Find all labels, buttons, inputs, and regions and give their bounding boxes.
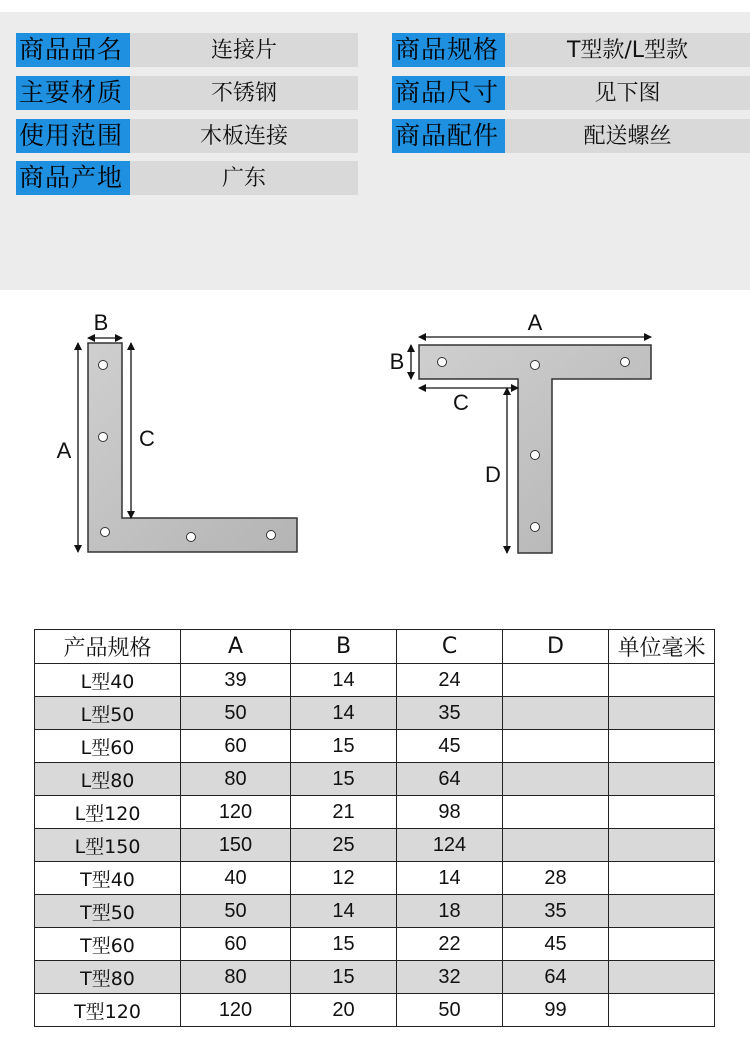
column-header: 产品规格 [35, 630, 181, 664]
screw-hole [101, 528, 110, 537]
cell-d [503, 763, 609, 796]
table-header-row [35, 630, 715, 664]
spec-value: 配送螺丝 [505, 119, 750, 153]
cell-unit [609, 664, 715, 697]
dimension-diagram [0, 300, 750, 590]
cell-c: 14 [397, 862, 503, 895]
spec-label: 商品规格 [392, 33, 505, 67]
cell-b: 15 [291, 928, 397, 961]
t-label-a: A [527, 310, 543, 335]
cell-model: L型80 [35, 763, 181, 796]
cell-a: 39 [181, 664, 291, 697]
table-row [35, 961, 715, 994]
cell-unit [609, 961, 715, 994]
table-row [35, 994, 715, 1027]
spec-label: 主要材质 [16, 76, 130, 110]
spec-value: 不锈钢 [130, 76, 358, 110]
cell-c: 32 [397, 961, 503, 994]
cell-c: 24 [397, 664, 503, 697]
spec-label: 商品品名 [16, 33, 130, 67]
screw-hole [621, 358, 630, 367]
screw-hole [531, 361, 540, 370]
cell-b: 14 [291, 697, 397, 730]
screw-hole [438, 358, 447, 367]
table-row [35, 730, 715, 763]
table-row [35, 862, 715, 895]
cell-b: 12 [291, 862, 397, 895]
spec-row-usage [16, 119, 358, 153]
cell-b: 14 [291, 895, 397, 928]
cell-a: 50 [181, 697, 291, 730]
cell-model: L型120 [35, 796, 181, 829]
screw-hole [267, 531, 276, 540]
cell-d [503, 730, 609, 763]
table-row [35, 928, 715, 961]
spec-value: 广东 [130, 161, 358, 195]
cell-model: L型60 [35, 730, 181, 763]
cell-unit [609, 895, 715, 928]
cell-d [503, 829, 609, 862]
l-bracket-shape [88, 343, 297, 552]
screw-hole [187, 533, 196, 542]
cell-d [503, 697, 609, 730]
cell-a: 60 [181, 928, 291, 961]
spec-value: 连接片 [130, 33, 358, 67]
table-row [35, 796, 715, 829]
spec-row-material [16, 76, 358, 110]
table-row [35, 895, 715, 928]
cell-a: 80 [181, 763, 291, 796]
column-header: 单位毫米 [609, 630, 715, 664]
table-row [35, 664, 715, 697]
cell-d: 45 [503, 928, 609, 961]
t-bracket-shape [419, 345, 651, 553]
size-table [34, 629, 715, 1027]
l-label-c: C [139, 426, 155, 451]
cell-model: T型80 [35, 961, 181, 994]
cell-unit [609, 928, 715, 961]
cell-c: 18 [397, 895, 503, 928]
table-row [35, 829, 715, 862]
cell-a: 60 [181, 730, 291, 763]
cell-a: 120 [181, 796, 291, 829]
cell-a: 150 [181, 829, 291, 862]
spec-value: T型款/L型款 [505, 33, 750, 67]
cell-model: L型40 [35, 664, 181, 697]
cell-b: 15 [291, 763, 397, 796]
cell-unit [609, 730, 715, 763]
cell-d: 64 [503, 961, 609, 994]
cell-c: 22 [397, 928, 503, 961]
screw-hole [531, 451, 540, 460]
t-label-d: D [485, 462, 501, 487]
cell-c: 124 [397, 829, 503, 862]
cell-c: 45 [397, 730, 503, 763]
table-row [35, 763, 715, 796]
t-label-c: C [453, 390, 469, 415]
cell-model: T型40 [35, 862, 181, 895]
l-bracket [57, 310, 297, 552]
cell-a: 40 [181, 862, 291, 895]
spec-row-accessory [392, 119, 750, 153]
spec-value: 木板连接 [130, 119, 358, 153]
cell-unit [609, 763, 715, 796]
cell-model: T型50 [35, 895, 181, 928]
cell-d: 35 [503, 895, 609, 928]
spec-value: 见下图 [505, 76, 750, 110]
cell-model: T型120 [35, 994, 181, 1027]
column-header: C [397, 630, 503, 664]
cell-unit [609, 796, 715, 829]
cell-a: 50 [181, 895, 291, 928]
cell-b: 20 [291, 994, 397, 1027]
cell-b: 14 [291, 664, 397, 697]
spec-label: 商品尺寸 [392, 76, 505, 110]
cell-a: 120 [181, 994, 291, 1027]
cell-d [503, 796, 609, 829]
cell-c: 98 [397, 796, 503, 829]
cell-b: 25 [291, 829, 397, 862]
spec-label: 商品配件 [392, 119, 505, 153]
cell-c: 50 [397, 994, 503, 1027]
column-header: A [181, 630, 291, 664]
cell-a: 80 [181, 961, 291, 994]
screw-hole [531, 523, 540, 532]
cell-b: 21 [291, 796, 397, 829]
cell-b: 15 [291, 961, 397, 994]
table-row [35, 697, 715, 730]
spec-row-spec [392, 33, 750, 67]
cell-unit [609, 994, 715, 1027]
column-header: B [291, 630, 397, 664]
t-label-b: B [389, 349, 405, 374]
spec-label: 商品产地 [16, 161, 130, 195]
cell-unit [609, 862, 715, 895]
spec-row-origin [16, 161, 358, 195]
cell-b: 15 [291, 730, 397, 763]
cell-d: 28 [503, 862, 609, 895]
cell-unit [609, 829, 715, 862]
size-table-wrapper [34, 629, 715, 1027]
spec-row-size [392, 76, 750, 110]
cell-model: T型60 [35, 928, 181, 961]
cell-d [503, 664, 609, 697]
cell-c: 64 [397, 763, 503, 796]
product-info-panel [0, 12, 750, 290]
l-label-b: B [93, 310, 109, 335]
cell-d: 99 [503, 994, 609, 1027]
spec-label: 使用范围 [16, 119, 130, 153]
screw-hole [99, 433, 108, 442]
cell-unit [609, 697, 715, 730]
l-label-a: A [56, 438, 72, 463]
cell-model: L型50 [35, 697, 181, 730]
column-header: D [503, 630, 609, 664]
spec-row-name [16, 33, 358, 67]
cell-c: 35 [397, 697, 503, 730]
screw-hole [99, 361, 108, 370]
t-bracket [390, 310, 651, 553]
cell-model: L型150 [35, 829, 181, 862]
